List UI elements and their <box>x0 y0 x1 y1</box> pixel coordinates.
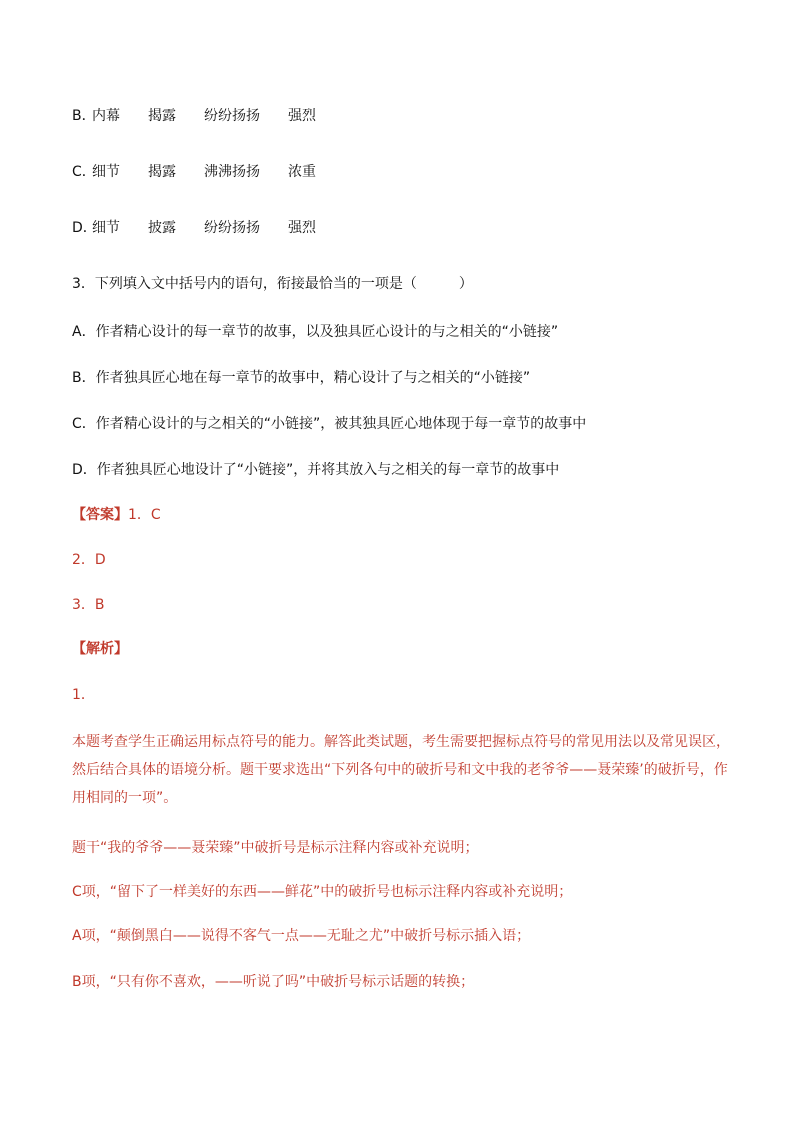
option-word: 纷纷扬扬 <box>204 108 260 124</box>
answer-label: 【答案】 <box>72 507 128 523</box>
option-word: 沸沸扬扬 <box>204 164 260 180</box>
option-word: 揭露 <box>148 108 176 124</box>
option-word: 披露 <box>148 220 176 236</box>
option-word: 内幕 <box>92 108 120 124</box>
answer-line <box>72 505 161 525</box>
option-word: 揭露 <box>148 164 176 180</box>
question-3-option-d: D．作者独具匠心地设计了“小链接”，并将其放入与之相关的每一章节的故事中 <box>72 462 560 478</box>
analysis-label: 【解析】 <box>72 641 128 657</box>
answer-first: 1．C <box>128 507 161 523</box>
answer-second: 2．D <box>72 552 106 568</box>
option-row-c <box>72 162 316 182</box>
option-word: 细节 <box>92 164 120 180</box>
option-word: 纷纷扬扬 <box>204 220 260 236</box>
option-word: 细节 <box>92 220 120 236</box>
question-3-stem: 3．下列填入文中括号内的语句，衔接最恰当的一项是（ ） <box>72 276 473 292</box>
analysis-line-2: 题干“我的爷爷——聂荣臻”中破折号是标示注释内容或补充说明； <box>72 840 479 856</box>
analysis-line-5: B项，“只有你不喜欢，——听说了吗”中破折号标示话题的转换； <box>72 974 475 990</box>
analysis-number: 1． <box>72 687 95 703</box>
option-word: 强烈 <box>288 108 316 124</box>
option-letter: C． <box>72 164 96 180</box>
option-row-b <box>72 106 316 126</box>
analysis-line-4: A项，“颠倒黑白——说得不客气一点——无耻之尤”中破折号标示插入语； <box>72 928 531 944</box>
option-letter: D． <box>72 220 97 236</box>
option-row-d <box>72 218 316 238</box>
option-word: 浓重 <box>288 164 316 180</box>
question-3-option-c: C．作者精心设计的与之相关的“小链接”，被其独具匠心地体现于每一章节的故事中 <box>72 416 587 432</box>
analysis-paragraph: 本题考查学生正确运用标点符号的能力。解答此类试题，考生需要把握标点符号的常见用法以及常见误区，然后结合具体的语境分析。题干要求选出“下列各句中的破折号和文中我的老爷爷——聂荣臻’的破折号，作用相同的一项”。 <box>72 734 730 806</box>
question-3-option-a: A．作者精心设计的每一章节的故事，以及独具匠心设计的与之相关的“小链接” <box>72 324 559 340</box>
answer-third: 3．B <box>72 597 105 613</box>
option-word: 强烈 <box>288 220 316 236</box>
option-letter: B． <box>72 108 96 124</box>
question-3-option-b: B．作者独具匠心地在每一章节的故事中，精心设计了与之相关的“小链接” <box>72 370 531 386</box>
analysis-line-3: C项，“留下了一样美好的东西——鲜花”中的破折号也标示注释内容或补充说明； <box>72 884 573 900</box>
